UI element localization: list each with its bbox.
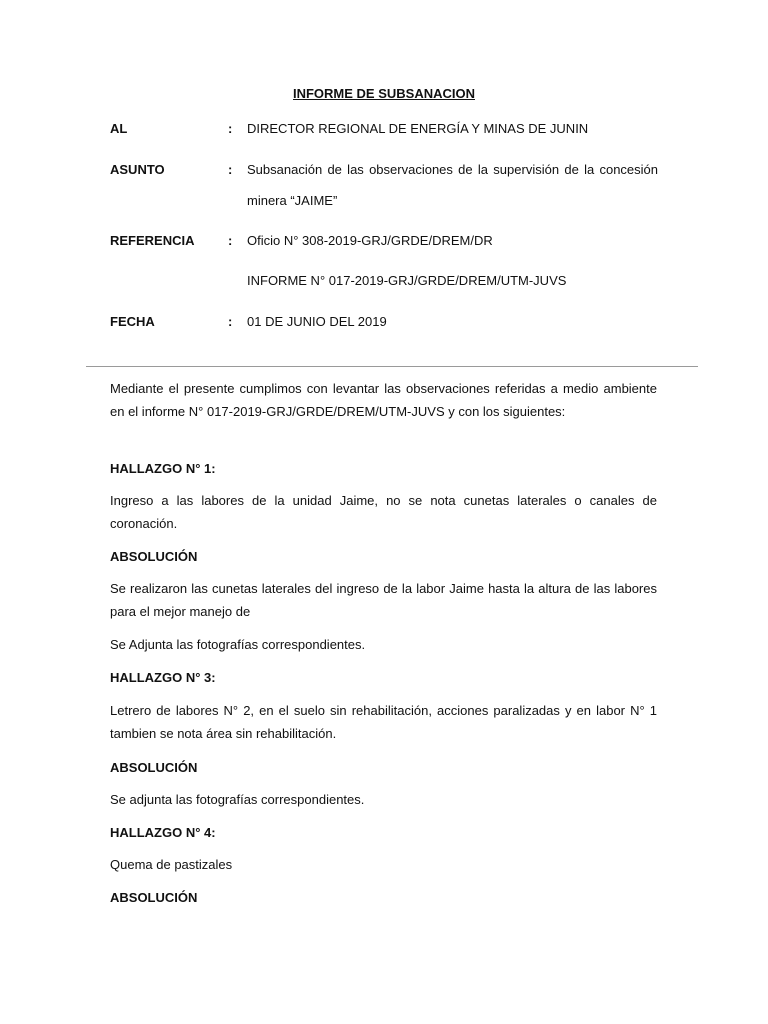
header-value: DIRECTOR REGIONAL DE ENERGÍA Y MINAS DE JUNIN bbox=[247, 121, 589, 136]
header-colon: : bbox=[228, 162, 233, 177]
header-value: 01 DE JUNIO DEL 2019 bbox=[247, 314, 387, 329]
header-colon: : bbox=[228, 314, 233, 329]
finding-paragraph: Quema de pastizales bbox=[110, 857, 233, 872]
header-value: Oficio N° 308-2019-GRJ/GRDE/DREM/DR bbox=[247, 233, 493, 248]
resolution-heading: ABSOLUCIÓN bbox=[110, 890, 198, 905]
header-colon: : bbox=[228, 121, 233, 136]
resolution-heading: ABSOLUCIÓN bbox=[110, 549, 198, 564]
finding-heading: HALLAZGO N° 1: bbox=[110, 461, 216, 476]
resolution-heading: ABSOLUCIÓN bbox=[110, 760, 198, 775]
horizontal-divider bbox=[86, 366, 698, 367]
finding-paragraph: Ingreso a las labores de la unidad Jaime, no se nota cunetas laterales o canales de coronación. bbox=[110, 493, 657, 531]
finding-heading: HALLAZGO N° 4: bbox=[110, 825, 216, 840]
document-title: INFORME DE SUBSANACION bbox=[292, 86, 475, 101]
header-value: INFORME N° 017-2019-GRJ/GRDE/DREM/UTM-JUVS bbox=[247, 273, 567, 288]
header-label: FECHA bbox=[110, 314, 155, 329]
header-label: ASUNTO bbox=[110, 162, 165, 177]
attachment-note: Se Adjunta las fotografías correspondientes. bbox=[110, 637, 366, 652]
intro-paragraph: Mediante el presente cumplimos con levantar las observaciones referidas a medio ambiente en el informe N° 017-2019-GRJ/GRDE/DREM/UTM-JUVS y con los siguientes: bbox=[110, 381, 657, 419]
resolution-paragraph: Se realizaron las cunetas laterales del ingreso de la labor Jaime hasta la altura de las labores para el mejor manejo de bbox=[110, 581, 657, 619]
finding-heading: HALLAZGO N° 3: bbox=[110, 670, 216, 685]
finding-paragraph: Letrero de labores N° 2, en el suelo sin rehabilitación, acciones paralizadas y en labor N° 1 tambien se nota área sin rehabilitación. bbox=[110, 703, 657, 741]
header-colon: : bbox=[228, 233, 233, 248]
header-value: Subsanación de las observaciones de la supervisión de la concesión minera “JAIME” bbox=[247, 162, 658, 208]
attachment-note: Se adjunta las fotografías correspondientes. bbox=[110, 792, 365, 807]
header-label: AL bbox=[110, 121, 128, 136]
header-label: REFERENCIA bbox=[110, 233, 195, 248]
